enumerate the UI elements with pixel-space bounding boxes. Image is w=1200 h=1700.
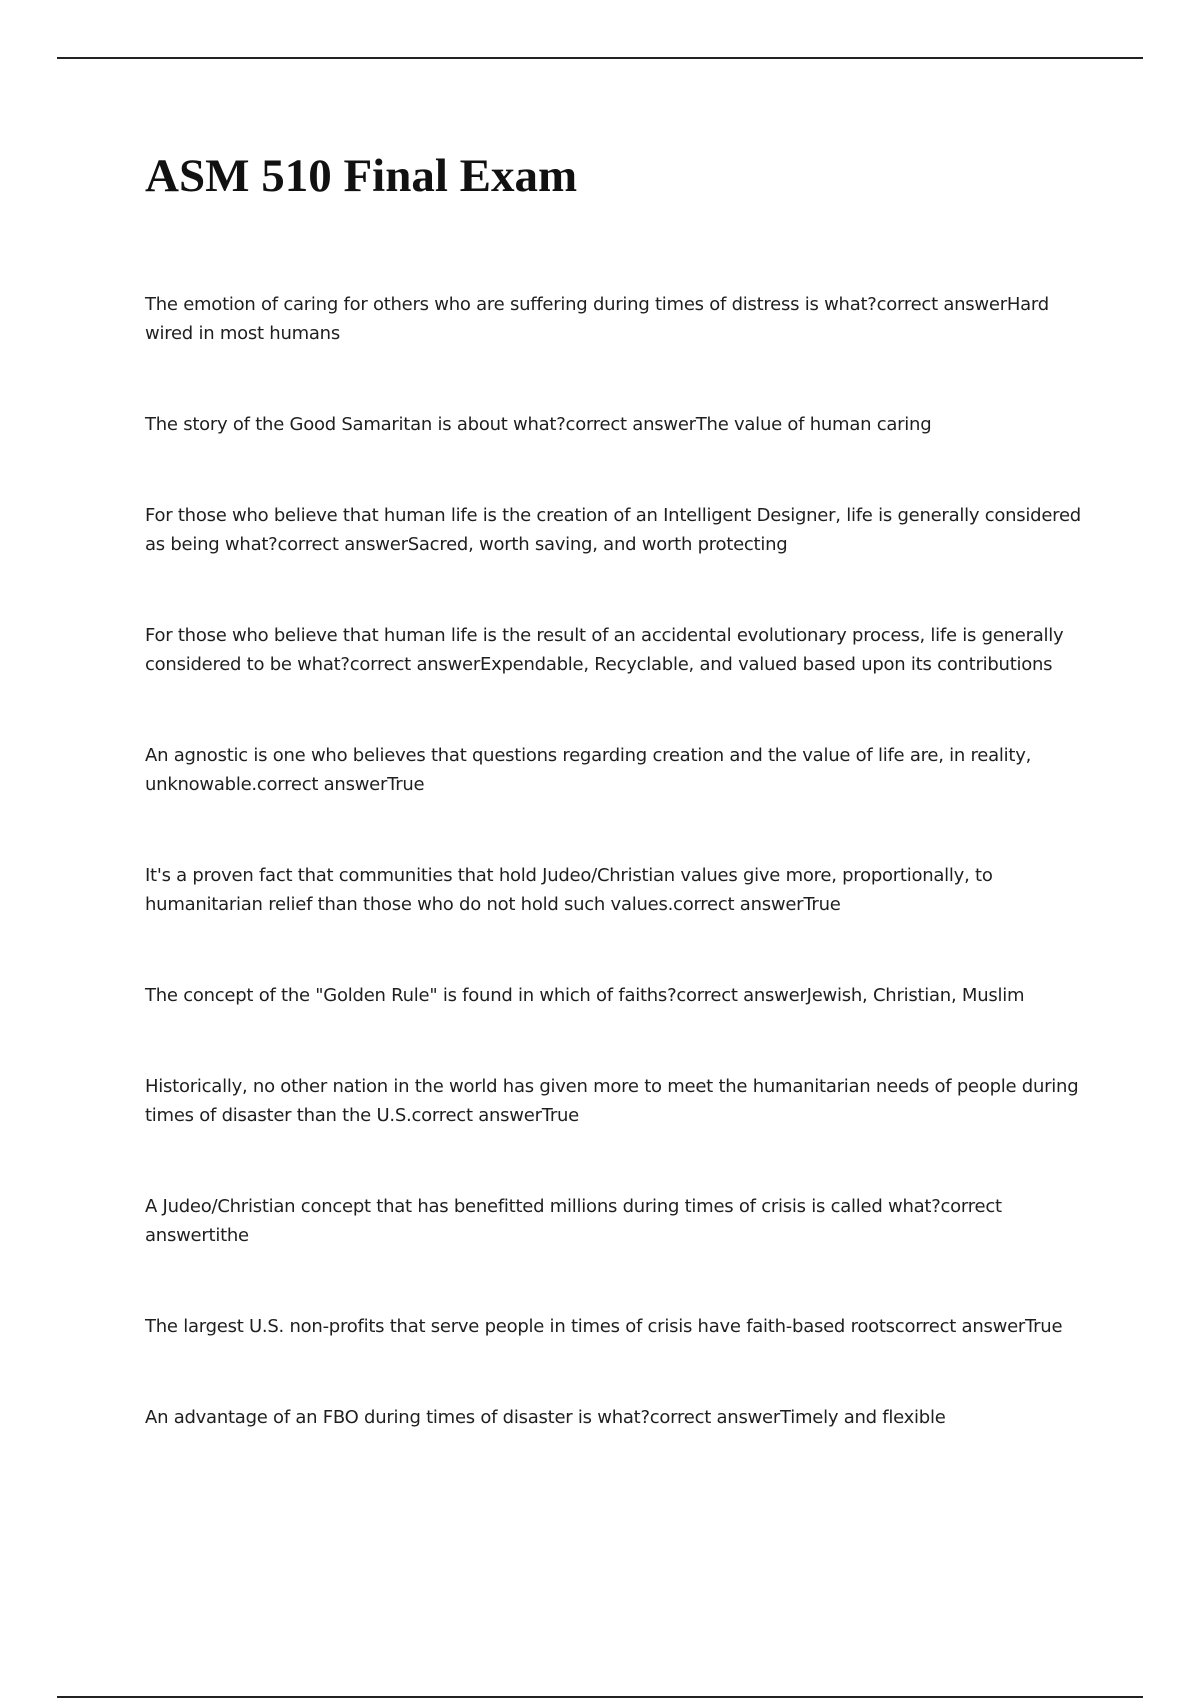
question-item: The emotion of caring for others who are suffering during times of distress is what?correct answerHard wired in most humans	[145, 294, 1049, 344]
question-item: The story of the Good Samaritan is about what?correct answerThe value of human caring	[145, 414, 932, 435]
top-divider	[57, 57, 1143, 59]
question-item: It's a proven fact that communities that hold Judeo/Christian values give more, proportionally, to humanitarian relief than those who do not hold such values.correct answerTrue	[145, 865, 993, 915]
question-item: The largest U.S. non-profits that serve people in times of crisis have faith-based rootscorrect answerTrue	[145, 1316, 1063, 1337]
page-title: ASM 510 Final Exam	[145, 150, 578, 202]
bottom-divider	[57, 1696, 1143, 1698]
question-item: For those who believe that human life is the result of an accidental evolutionary process, life is generally considered to be what?correct answerExpendable, Recyclable, and valued based upon its contributions	[145, 625, 1064, 675]
question-item: A Judeo/Christian concept that has benefitted millions during times of crisis is called what?correct answertithe	[145, 1196, 1002, 1246]
question-item: An agnostic is one who believes that questions regarding creation and the value of life are, in reality, unknowable.correct answerTrue	[145, 745, 1032, 795]
question-item: The concept of the "Golden Rule" is found in which of faiths?correct answerJewish, Christian, Muslim	[145, 985, 1025, 1006]
question-item: For those who believe that human life is the creation of an Intelligent Designer, life is generally considered as being what?correct answerSacred, worth saving, and worth protecting	[145, 505, 1081, 555]
question-list	[145, 290, 1085, 1494]
question-item: An advantage of an FBO during times of disaster is what?correct answerTimely and flexible	[145, 1407, 946, 1428]
question-item: Historically, no other nation in the world has given more to meet the humanitarian needs of people during times of disaster than the U.S.correct answerTrue	[145, 1076, 1079, 1126]
